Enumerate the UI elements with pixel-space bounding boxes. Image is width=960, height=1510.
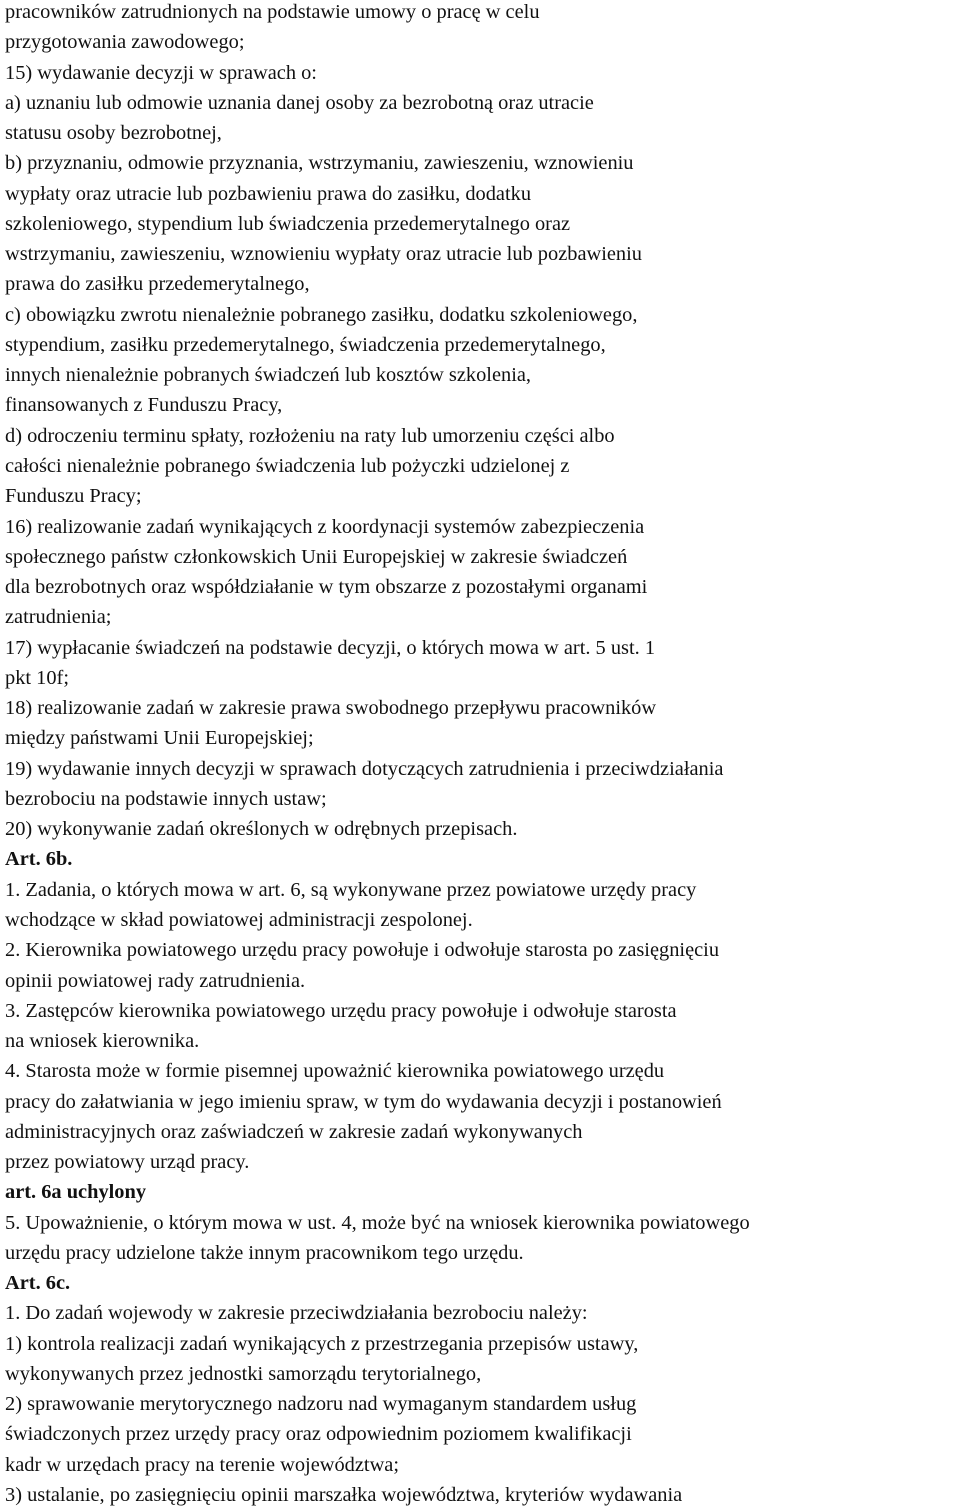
text-line: prawa do zasiłku przedemerytalnego, [5,273,310,296]
text-line: innych nienależnie pobranych świadczeń lub kosztów szkolenia, [5,364,532,387]
text-line: szkoleniowego, stypendium lub świadczenia przedemerytalnego oraz [5,212,571,235]
text-line: 3) ustalanie, po zasięgnięciu opinii marszałka województwa, kryteriów wydawania [5,1484,683,1507]
text-line: społecznego państw członkowskich Unii Europejskiej w zakresie świadczeń [5,545,628,568]
article-heading: art. 6a uchylony [5,1181,147,1204]
text-line: na wniosek kierownika. [5,1030,200,1053]
text-line: 4. Starosta może w formie pisemnej upoważnić kierownika powiatowego urzędu [5,1060,665,1083]
text-line: Funduszu Pracy; [5,485,142,508]
text-line: 5. Upoważnienie, o którym mowa w ust. 4, może być na wniosek kierownika powiatowego [5,1211,750,1234]
text-line: pracowników zatrudnionych na podstawie umowy o pracę w celu [5,1,540,23]
text-line: 16) realizowanie zadań wynikających z koordynacji systemów zabezpieczenia [5,515,645,538]
text-line: 1. Zadania, o których mowa w art. 6, są wykonywane przez powiatowe urzędy pracy [5,878,697,901]
text-line: 17) wypłacanie świadczeń na podstawie decyzji, o których mowa w art. 5 ust. 1 [5,636,656,659]
text-line: kadr w urzędach pracy na terenie województwa; [5,1453,400,1476]
text-line: opinii powiatowej rady zatrudnienia. [5,969,306,992]
text-line: finansowanych z Funduszu Pracy, [5,394,283,417]
text-line: 20) wykonywanie zadań określonych w odrębnych przepisach. [5,818,518,841]
text-line: 1) kontrola realizacji zadań wynikających z przestrzegania przepisów ustawy, [5,1332,639,1355]
text-line: urzędu pracy udzielone także innym pracownikom tego urzędu. [5,1241,524,1264]
text-line: stypendium, zasiłku przedemerytalnego, świadczenia przedemerytalnego, [5,333,606,356]
text-line: wykonywanych przez jednostki samorządu terytorialnego, [5,1362,482,1385]
text-line: c) obowiązku zwrotu nienależnie pobranego zasiłku, dodatku szkoleniowego, [5,303,638,326]
text-line: 18) realizowanie zadań w zakresie prawa swobodnego przepływu pracowników [5,697,657,720]
text-line: 1. Do zadań wojewody w zakresie przeciwdziałania bezrobociu należy: [5,1302,588,1325]
text-line: 15) wydawanie decyzji w sprawach o: [5,61,317,84]
text-line: a) uznaniu lub odmowie uznania danej osoby za bezrobotną oraz utracie [5,91,594,114]
text-line: 2) sprawowanie merytorycznego nadzoru nad wymaganym standardem usług [5,1393,637,1416]
text-line: między państwami Unii Europejskiej; [5,727,314,750]
text-line: przez powiatowy urząd pracy. [5,1151,250,1174]
text-line: wypłaty oraz utracie lub pozbawieniu prawa do zasiłku, dodatku [5,182,532,205]
text-line: 19) wydawanie innych decyzji w sprawach dotyczących zatrudnienia i przeciwdziałania [5,757,724,780]
article-heading: Art. 6c. [5,1272,71,1295]
text-line: dla bezrobotnych oraz współdziałanie w tym obszarze z pozostałymi organami [5,576,648,599]
document-body [5,0,960,1510]
text-line: bezrobociu na podstawie innych ustaw; [5,787,327,810]
text-line: b) przyznaniu, odmowie przyznania, wstrzymaniu, zawieszeniu, wznowieniu [5,152,634,175]
article-heading: Art. 6b. [5,848,73,871]
text-line: administracyjnych oraz zaświadczeń w zakresie zadań wykonywanych [5,1120,583,1143]
text-line: wstrzymaniu, zawieszeniu, wznowieniu wypłaty oraz utracie lub pozbawieniu [5,243,642,266]
text-line: wchodzące w skład powiatowej administracji zespolonej. [5,908,473,931]
text-line: całości nienależnie pobranego świadczenia lub pożyczki udzielonej z [5,454,570,477]
text-line: statusu osoby bezrobotnej, [5,122,222,145]
text-line: zatrudnienia; [5,606,112,629]
text-line: 3. Zastępców kierownika powiatowego urzędu pracy powołuje i odwołuje starosta [5,999,677,1022]
text-line: 2. Kierownika powiatowego urzędu pracy powołuje i odwołuje starosta po zasięgnięciu [5,939,720,962]
text-line: przygotowania zawodowego; [5,31,245,54]
text-line: świadczonych przez urzędy pracy oraz odpowiednim poziomem kwalifikacji [5,1423,632,1446]
text-line: pracy do załatwiania w jego imieniu spraw, w tym do wydawania decyzji i postanowień [5,1090,722,1113]
text-line: pkt 10f; [5,666,69,689]
text-line: d) odroczeniu terminu spłaty, rozłożeniu na raty lub umorzeniu części albo [5,424,615,447]
